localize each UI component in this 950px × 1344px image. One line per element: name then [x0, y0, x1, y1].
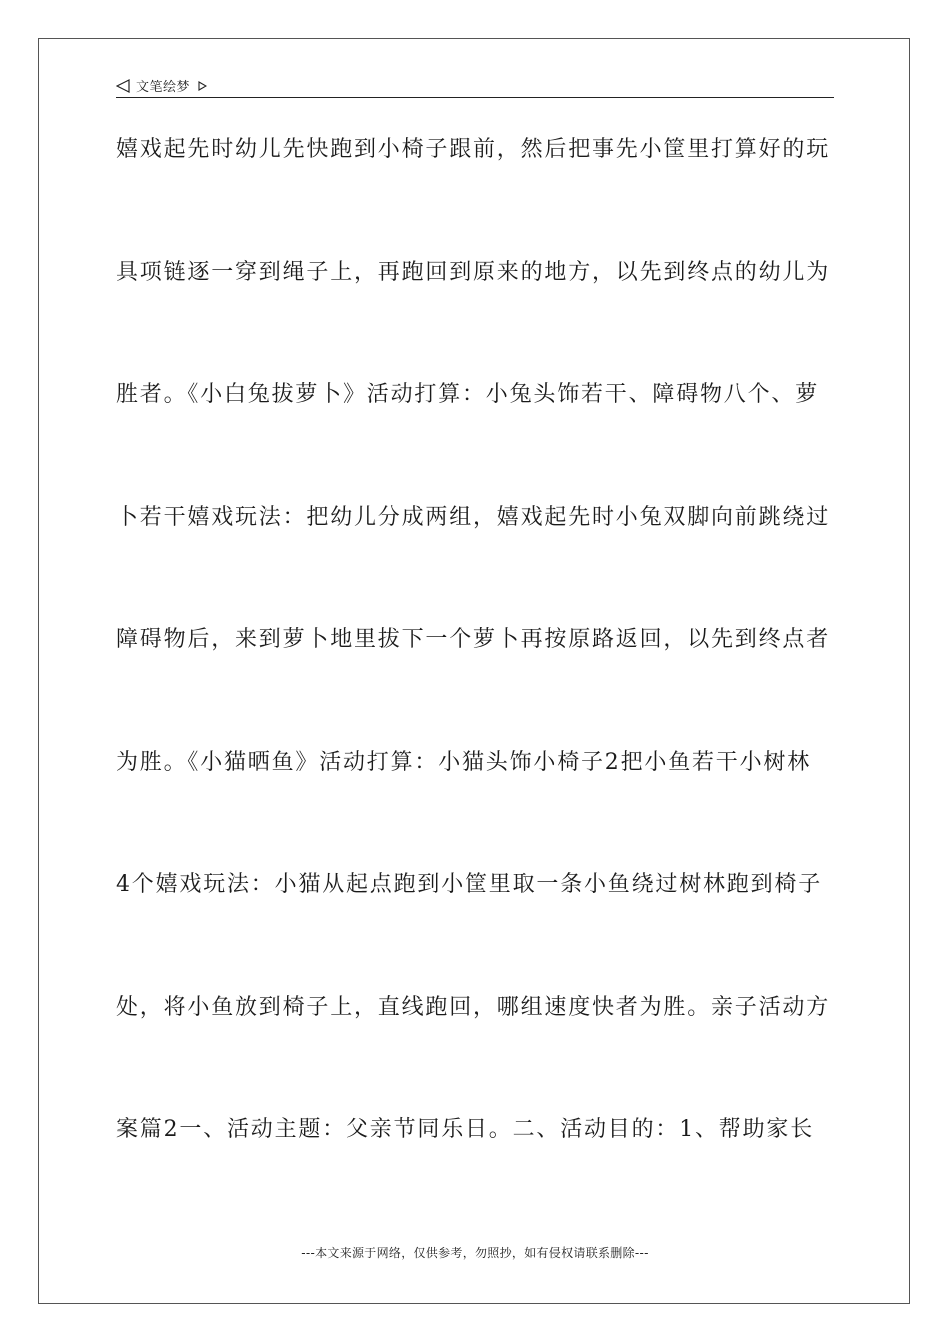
text-line: 障碍物后，来到萝卜地里拔下一个萝卜再按原路返回，以先到终点者 [116, 627, 831, 652]
right-triangle-icon [198, 81, 207, 91]
text-line: 处，将小鱼放到椅子上，直线跑回，哪组速度快者为胜。亲子活动方 [116, 994, 831, 1020]
page-footer: ---本文来源于网络，仅供参考，勿照抄，如有侵权请联系删除--- [301, 1246, 649, 1260]
text-line: 为胜。《小猫晒鱼》活动打算：小猫头饰小椅子2把小鱼若干小树林 [116, 749, 811, 775]
text-line: 4个嬉戏玩法：小猫从起点跑到小筐里取一条小鱼绕过树林跑到椅子 [116, 872, 822, 897]
text-line: 具项链逐一穿到绳子上，再跑回到原来的地方，以先到终点的幼儿为 [116, 259, 831, 285]
page-header [116, 74, 834, 98]
header-title: 文笔绘梦 [136, 80, 191, 95]
text-line: 案篇2一、活动主题：父亲节同乐日。二、活动目的：1、帮助家长 [116, 1117, 814, 1142]
text-line: 胜者。《小白兔拔萝卜》活动打算：小兔头饰若干、障碍物八个、萝 [116, 382, 820, 407]
text-line: 嬉戏起先时幼儿先快跑到小椅子跟前，然后把事先小筐里打算好的玩 [116, 137, 831, 162]
left-triangle-icon [116, 79, 130, 93]
document-body [116, 128, 838, 1231]
text-line: 卜若干嬉戏玩法：把幼儿分成两组，嬉戏起先时小兔双脚向前跳绕过 [116, 504, 831, 530]
